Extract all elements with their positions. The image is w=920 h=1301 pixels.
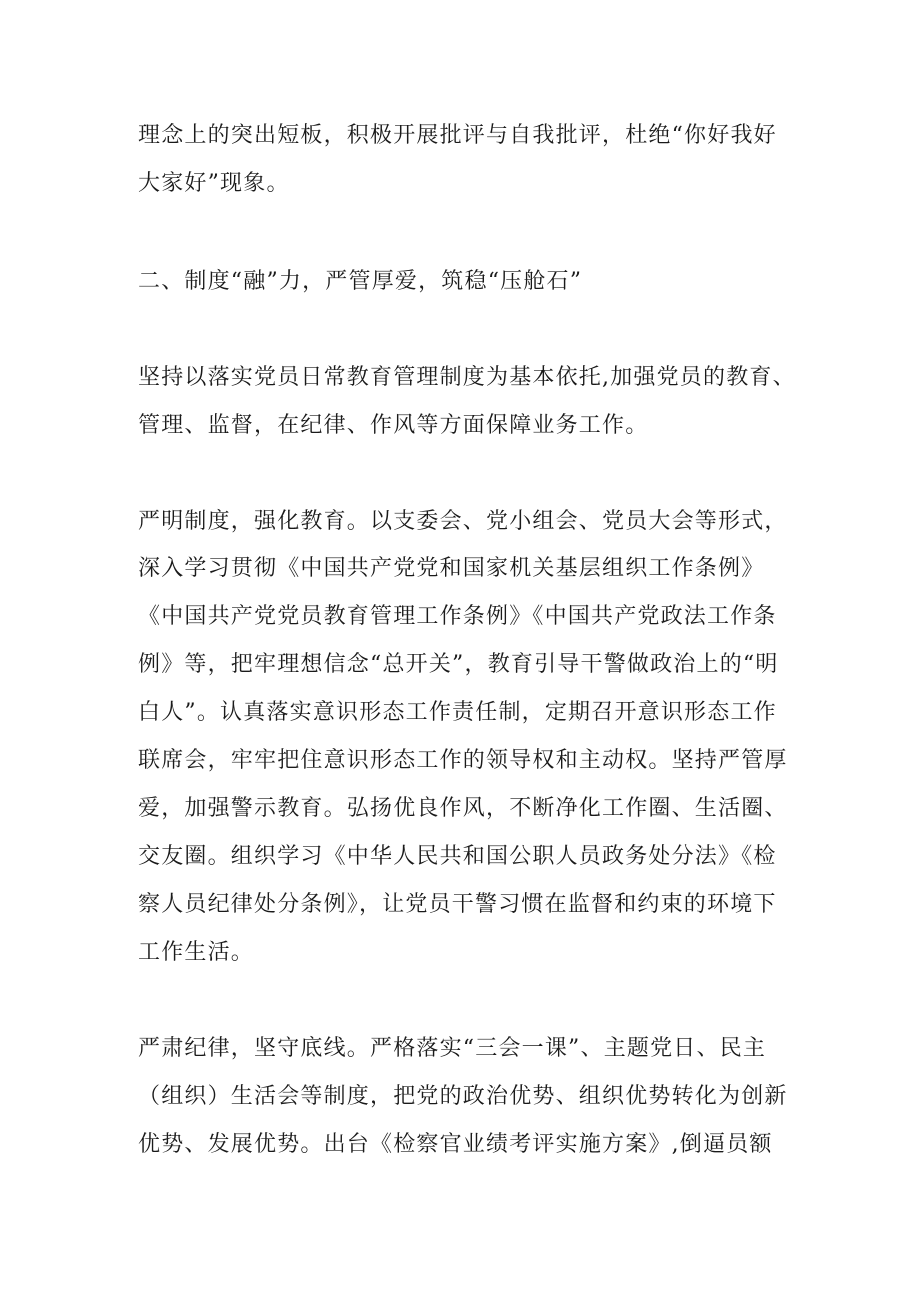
paragraph-line: 例》等，把牢理想信念“总开关”，教育引导干警做政治上的“明 [138,652,779,677]
paragraph-line: 联席会，牢牢把住意识形态工作的领导权和主动权。坚持严管厚 [138,748,788,773]
paragraph-line: 白人”。认真落实意识形态工作责任制，定期召开意识形态工作 [138,700,777,725]
paragraph-line: 管理、监督，在纪律、作风等方面保障业务工作。 [138,413,649,438]
section-heading: 二、制度“融”力，严管厚爱，筑稳“压舱石” [138,269,583,294]
paragraph-line: （组织）生活会等制度，把党的政治优势、组织优势转化为创新 [138,1084,788,1109]
paragraph-line: 爱，加强警示教育。弘扬优良作风，不断净化工作圈、生活圈、 [138,796,788,821]
paragraph-line: 深入学习贯彻《中国共产党党和国家机关基层组织工作条例》 [138,556,765,581]
paragraph-line: 严肃纪律，坚守底线。严格落实“三会一课”、主题党日、民主 [138,1036,767,1061]
paragraph-line: 坚持以落实党员日常教育管理制度为基本依托,加强党员的教育、 [138,365,796,390]
paragraph-line: 严明制度，强化教育。以支委会、党小组会、党员大会等形式， [138,509,788,534]
paragraph-line: 理念上的突出短板，积极开展批评与自我批评，杜绝“你好我好 [138,123,777,148]
paragraph-line: 《中国共产党党员教育管理工作条例》《中国共产党政法工作条 [138,604,777,629]
paragraph-line: 交友圈。组织学习《中华人民共和国公职人员政务处分法》《检 [138,844,777,869]
paragraph-line: 优势、发展优势。出台《检察官业绩考评实施方案》,倒逼员额 [138,1132,773,1157]
paragraph-line: 大家好”现象。 [138,171,290,196]
paragraph-line: 察人员纪律处分条例》，让党员干警习惯在监督和约束的环境下 [138,892,777,917]
paragraph-line: 工作生活。 [138,940,255,965]
